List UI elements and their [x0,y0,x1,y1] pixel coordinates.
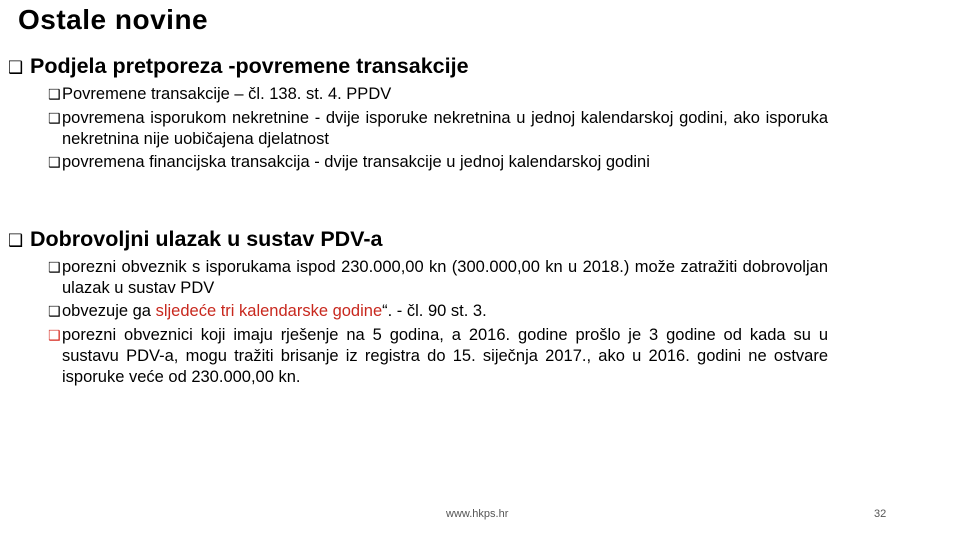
list-item-text: povremena isporukom nekretnine - dvije isporuke nekretnina u jednoj kalendarskoj godini, ako isporuka nekretnina nije uobičajena djelatnost [62,109,828,148]
section-heading [8,225,828,255]
slide-title: Ostale novine [18,4,209,35]
list-item-text: porezni obveznici koji imaju rješenje na 5 godina, a 2016. godine prošlo je 3 godine od kada su u sustavu PDV-a, mogu tražiti brisanje iz registra do 15. siječnja 2017., ako u 2016. godini ne ostvare isporuke veće od 230.000,00 kn. [62,326,828,386]
list-item-text: povremena financijska transakcija - dvije transakcije u jednoj kalendarskoj godini [62,153,650,171]
page-number: 32 [874,508,887,520]
heading-text: Dobrovoljni ulazak u sustav PDV-a [30,227,383,251]
text-post: “. - čl. 90 st. 3. [382,302,487,320]
checkbox-bullet-icon: ❑ [48,155,61,171]
section-pretporez [8,52,828,176]
checkbox-bullet-icon: ❑ [48,260,61,276]
section-dobrovoljni-ulazak [8,225,828,390]
list-item [48,152,828,174]
checkbox-bullet-icon: ❑ [48,111,61,127]
text-pre: obvezuje ga [62,302,156,320]
checkbox-bullet-icon: ❑ [8,231,24,251]
footer-url: www.hkps.hr [446,508,509,520]
checkbox-bullet-icon: ❑ [8,58,24,78]
list-item-text: Povremene transakcije – čl. 138. st. 4. PPDV [62,85,392,103]
list-item [48,301,828,323]
checkbox-bullet-icon: ❑ [48,87,61,103]
list-item [48,108,828,150]
list-item [48,257,828,299]
checkbox-bullet-icon: ❑ [48,304,61,320]
list-item-text [62,301,828,322]
highlighted-text: sljedeće tri kalendarske godine [155,302,383,320]
checkbox-bullet-icon: ❑ [48,328,61,344]
section-heading [8,52,828,82]
heading-text: Podjela pretporeza -povremene transakcije [30,54,469,78]
list-item-text: porezni obveznik s isporukama ispod 230.000,00 kn (300.000,00 kn u 2018.) može zatražiti dobrovoljan ulazak u sustav PDV [62,258,828,297]
list-item [48,84,828,106]
list-item [48,325,828,388]
